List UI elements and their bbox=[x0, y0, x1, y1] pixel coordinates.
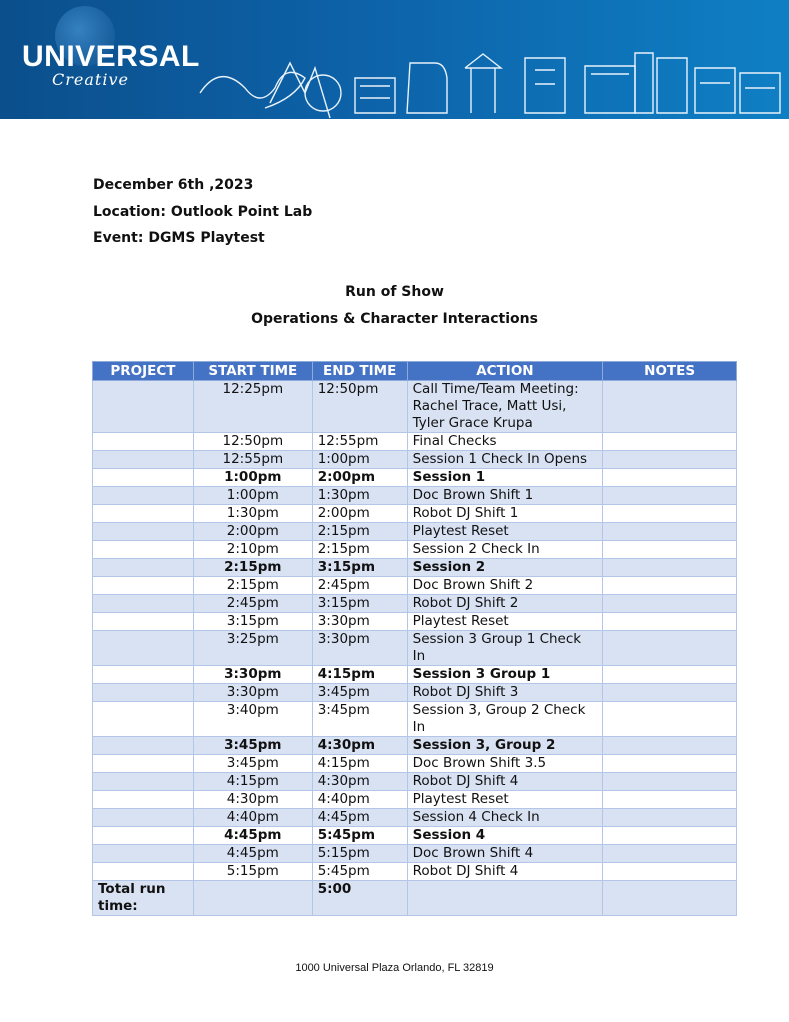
end-time-cell: 4:15pm bbox=[312, 666, 407, 684]
notes-cell bbox=[603, 666, 737, 684]
action-cell: Session 3, Group 2 bbox=[407, 737, 603, 755]
action-cell: Playtest Reset bbox=[407, 523, 603, 541]
start-time-cell: 12:25pm bbox=[193, 381, 312, 433]
header-banner bbox=[0, 0, 789, 119]
notes-cell bbox=[603, 755, 737, 773]
project-cell bbox=[93, 469, 194, 487]
end-time-cell: 5:45pm bbox=[312, 863, 407, 881]
end-time-cell: 3:15pm bbox=[312, 559, 407, 577]
action-cell: Session 2 bbox=[407, 559, 603, 577]
end-time-cell: 2:00pm bbox=[312, 505, 407, 523]
project-cell bbox=[93, 487, 194, 505]
notes-cell bbox=[603, 595, 737, 613]
notes-cell bbox=[603, 827, 737, 845]
project-cell bbox=[93, 523, 194, 541]
header-action: ACTION bbox=[407, 362, 603, 381]
notes-cell bbox=[603, 433, 737, 451]
notes-cell bbox=[603, 863, 737, 881]
table-row bbox=[93, 684, 737, 702]
project-cell bbox=[93, 613, 194, 631]
action-cell: Session 3 Group 1 Check In bbox=[407, 631, 603, 666]
end-time-cell: 1:00pm bbox=[312, 451, 407, 469]
notes-cell bbox=[603, 613, 737, 631]
project-cell bbox=[93, 559, 194, 577]
table-row bbox=[93, 791, 737, 809]
notes-cell bbox=[603, 469, 737, 487]
notes-cell bbox=[603, 577, 737, 595]
end-time-cell: 2:15pm bbox=[312, 541, 407, 559]
project-cell bbox=[93, 433, 194, 451]
project-cell bbox=[93, 541, 194, 559]
location-line: Location: Outlook Point Lab bbox=[93, 204, 313, 220]
action-cell: Session 2 Check In bbox=[407, 541, 603, 559]
project-cell bbox=[93, 809, 194, 827]
notes-cell bbox=[603, 381, 737, 433]
project-cell bbox=[93, 451, 194, 469]
end-time-cell: 5:00 bbox=[312, 881, 407, 916]
end-time-cell: 3:15pm bbox=[312, 595, 407, 613]
action-cell: Session 1 bbox=[407, 469, 603, 487]
table-row bbox=[93, 451, 737, 469]
action-cell: Robot DJ Shift 4 bbox=[407, 863, 603, 881]
table-row bbox=[93, 845, 737, 863]
action-cell: Playtest Reset bbox=[407, 791, 603, 809]
notes-cell bbox=[603, 505, 737, 523]
header-end-time: END TIME bbox=[312, 362, 407, 381]
notes-cell bbox=[603, 523, 737, 541]
end-time-cell: 2:45pm bbox=[312, 577, 407, 595]
footer-address: 1000 Universal Plaza Orlando, FL 32819 bbox=[295, 962, 494, 974]
end-time-cell: 4:30pm bbox=[312, 737, 407, 755]
end-time-cell: 3:45pm bbox=[312, 684, 407, 702]
project-cell bbox=[93, 863, 194, 881]
end-time-cell: 12:55pm bbox=[312, 433, 407, 451]
start-time-cell: 4:45pm bbox=[193, 827, 312, 845]
project-cell bbox=[93, 791, 194, 809]
run-of-show-table bbox=[92, 361, 737, 916]
action-cell: Doc Brown Shift 1 bbox=[407, 487, 603, 505]
start-time-cell: 12:50pm bbox=[193, 433, 312, 451]
start-time-cell: 3:45pm bbox=[193, 737, 312, 755]
start-time-cell: 3:45pm bbox=[193, 755, 312, 773]
notes-cell bbox=[603, 702, 737, 737]
table-row bbox=[93, 773, 737, 791]
table-row bbox=[93, 881, 737, 916]
end-time-cell: 5:45pm bbox=[312, 827, 407, 845]
start-time-cell: 4:45pm bbox=[193, 845, 312, 863]
header-notes: NOTES bbox=[603, 362, 737, 381]
project-cell bbox=[93, 684, 194, 702]
notes-cell bbox=[603, 631, 737, 666]
action-cell: Session 1 Check In Opens bbox=[407, 451, 603, 469]
project-cell bbox=[93, 827, 194, 845]
date-line: December 6th ,2023 bbox=[93, 177, 254, 193]
end-time-cell: 3:45pm bbox=[312, 702, 407, 737]
start-time-cell: 2:10pm bbox=[193, 541, 312, 559]
table-row bbox=[93, 702, 737, 737]
table-row bbox=[93, 559, 737, 577]
start-time-cell: 1:30pm bbox=[193, 505, 312, 523]
start-time-cell: 3:25pm bbox=[193, 631, 312, 666]
end-time-cell: 2:15pm bbox=[312, 523, 407, 541]
action-cell bbox=[407, 881, 603, 916]
table-row bbox=[93, 863, 737, 881]
table-row bbox=[93, 577, 737, 595]
table-header-row bbox=[93, 362, 737, 381]
doc-subtitle: Operations & Character Interactions bbox=[251, 311, 538, 327]
start-time-cell: 4:40pm bbox=[193, 809, 312, 827]
start-time-cell: 12:55pm bbox=[193, 451, 312, 469]
header-start-time: START TIME bbox=[193, 362, 312, 381]
action-cell: Session 3 Group 1 bbox=[407, 666, 603, 684]
table-row bbox=[93, 613, 737, 631]
start-time-cell: 2:45pm bbox=[193, 595, 312, 613]
notes-cell bbox=[603, 737, 737, 755]
header-project: PROJECT bbox=[93, 362, 194, 381]
table-row bbox=[93, 827, 737, 845]
notes-cell bbox=[603, 559, 737, 577]
notes-cell bbox=[603, 845, 737, 863]
table-row bbox=[93, 487, 737, 505]
notes-cell bbox=[603, 881, 737, 916]
project-cell bbox=[93, 702, 194, 737]
end-time-cell: 2:00pm bbox=[312, 469, 407, 487]
action-cell: Doc Brown Shift 2 bbox=[407, 577, 603, 595]
brand-sub-logo: Creative bbox=[52, 70, 129, 89]
project-cell bbox=[93, 737, 194, 755]
end-time-cell: 4:45pm bbox=[312, 809, 407, 827]
end-time-cell: 4:30pm bbox=[312, 773, 407, 791]
project-cell bbox=[93, 845, 194, 863]
project-cell bbox=[93, 755, 194, 773]
project-cell bbox=[93, 631, 194, 666]
start-time-cell: 2:00pm bbox=[193, 523, 312, 541]
table-row bbox=[93, 631, 737, 666]
start-time-cell: 1:00pm bbox=[193, 487, 312, 505]
table-body bbox=[93, 381, 737, 916]
start-time-cell bbox=[193, 881, 312, 916]
start-time-cell: 4:15pm bbox=[193, 773, 312, 791]
skyline-illustration bbox=[195, 38, 785, 119]
action-cell: Session 4 bbox=[407, 827, 603, 845]
end-time-cell: 4:40pm bbox=[312, 791, 407, 809]
action-cell: Session 3, Group 2 Check In bbox=[407, 702, 603, 737]
action-cell: Robot DJ Shift 3 bbox=[407, 684, 603, 702]
project-cell bbox=[93, 595, 194, 613]
action-cell: Session 4 Check In bbox=[407, 809, 603, 827]
notes-cell bbox=[603, 451, 737, 469]
start-time-cell: 3:40pm bbox=[193, 702, 312, 737]
action-cell: Doc Brown Shift 4 bbox=[407, 845, 603, 863]
notes-cell bbox=[603, 809, 737, 827]
table-row bbox=[93, 505, 737, 523]
action-cell: Robot DJ Shift 2 bbox=[407, 595, 603, 613]
end-time-cell: 3:30pm bbox=[312, 631, 407, 666]
project-cell bbox=[93, 666, 194, 684]
project-cell bbox=[93, 773, 194, 791]
action-cell: Final Checks bbox=[407, 433, 603, 451]
start-time-cell: 4:30pm bbox=[193, 791, 312, 809]
table-row bbox=[93, 523, 737, 541]
notes-cell bbox=[603, 791, 737, 809]
start-time-cell: 5:15pm bbox=[193, 863, 312, 881]
project-cell bbox=[93, 577, 194, 595]
notes-cell bbox=[603, 487, 737, 505]
action-cell: Robot DJ Shift 1 bbox=[407, 505, 603, 523]
start-time-cell: 2:15pm bbox=[193, 577, 312, 595]
table-row bbox=[93, 737, 737, 755]
start-time-cell: 3:15pm bbox=[193, 613, 312, 631]
table-row bbox=[93, 381, 737, 433]
end-time-cell: 12:50pm bbox=[312, 381, 407, 433]
start-time-cell: 3:30pm bbox=[193, 666, 312, 684]
notes-cell bbox=[603, 684, 737, 702]
project-cell: Total run time: bbox=[93, 881, 194, 916]
table-row bbox=[93, 469, 737, 487]
action-cell: Doc Brown Shift 3.5 bbox=[407, 755, 603, 773]
end-time-cell: 4:15pm bbox=[312, 755, 407, 773]
notes-cell bbox=[603, 541, 737, 559]
table-row bbox=[93, 809, 737, 827]
action-cell: Playtest Reset bbox=[407, 613, 603, 631]
end-time-cell: 5:15pm bbox=[312, 845, 407, 863]
project-cell bbox=[93, 381, 194, 433]
action-cell: Call Time/Team Meeting: Rachel Trace, Matt Usi, Tyler Grace Krupa bbox=[407, 381, 603, 433]
table-row bbox=[93, 666, 737, 684]
event-line: Event: DGMS Playtest bbox=[93, 230, 265, 246]
start-time-cell: 1:00pm bbox=[193, 469, 312, 487]
doc-title: Run of Show bbox=[345, 284, 444, 300]
notes-cell bbox=[603, 773, 737, 791]
action-cell: Robot DJ Shift 4 bbox=[407, 773, 603, 791]
project-cell bbox=[93, 505, 194, 523]
start-time-cell: 3:30pm bbox=[193, 684, 312, 702]
end-time-cell: 1:30pm bbox=[312, 487, 407, 505]
table-row bbox=[93, 755, 737, 773]
table-row bbox=[93, 433, 737, 451]
end-time-cell: 3:30pm bbox=[312, 613, 407, 631]
table-row bbox=[93, 595, 737, 613]
table-row bbox=[93, 541, 737, 559]
start-time-cell: 2:15pm bbox=[193, 559, 312, 577]
brand-logo: UNIVERSAL bbox=[22, 40, 200, 73]
